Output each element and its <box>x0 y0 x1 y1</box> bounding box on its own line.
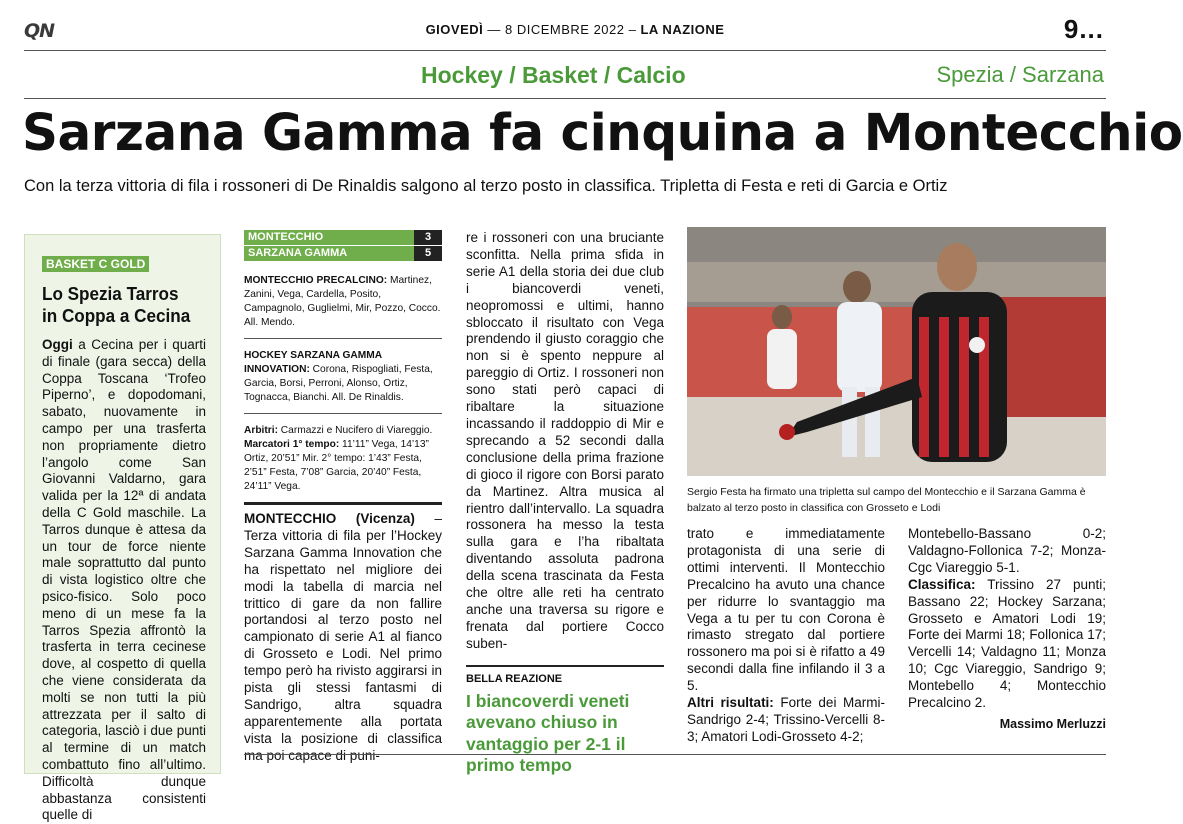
results-label: Altri risultati: <box>687 695 774 711</box>
home-lineup-text: Martinez, Zanini, Vega, Cardella, Posito, Campagnolo, Guglielmi, Mir, Pozzo, Cocco. All. Mendo. <box>244 275 441 328</box>
scorers-label: Marcatori 1° tempo: <box>244 439 340 450</box>
results-text: Forte dei Marmi-Sandrigo 2-4; Trissino-Vercelli 8-3; Amatori Lodi-Grosseto 4-2; <box>687 695 885 744</box>
photo-caption: Sergio Festa ha firmato una tripletta sul campo del Montecchio e il Sarzana Gamma è balzato al terzo posto in classifica con Grosseto e Lodi <box>687 486 1086 514</box>
scoreboard-row <box>244 230 442 245</box>
masthead-date: GIOVEDÌ — 8 DICEMBRE 2022 – LA NAZIONE <box>425 22 725 37</box>
section-divider <box>24 98 1106 99</box>
sidebar-title: Lo Spezia Tarros in Coppa a Cecina <box>42 284 191 326</box>
pullquote-label: BELLA REAZIONE <box>466 665 664 685</box>
pullquote-text: I biancoverdi veneti avevano chiuso in vantaggio per 2-1 il primo tempo <box>466 690 630 776</box>
home-lineup-label: MONTECCHIO PRECALCINO: <box>244 275 388 286</box>
other-results <box>687 695 885 746</box>
masthead-date-text: 8 DICEMBRE 2022 <box>505 22 625 37</box>
away-lineup-text: Corona, Rispogliati, Festa, Garcia, Borsi, Perroni, Alonso, Ortiz, Tognacca, Bianchi. All. De Rinaldis. <box>244 364 433 403</box>
article-subhead: Con la terza vittoria di fila i rossoneri di De Rinaldis salgono al terzo posto in classifica. Tripletta di Festa e reti di Garcia e Ortiz <box>24 177 948 195</box>
scoreboard-row <box>244 246 442 261</box>
article-column-4 <box>687 526 885 746</box>
sidebar-text <box>42 337 206 824</box>
article-headline: Sarzana Gamma fa cinquina a Montecchio <box>22 104 1183 163</box>
away-score: 5 <box>414 246 442 261</box>
section-title: Hockey / Basket / Calcio <box>421 62 686 88</box>
photo-illustration <box>687 227 1106 476</box>
page-number: 9... <box>1063 14 1104 44</box>
article-author: Massimo Merluzzi <box>999 716 1106 731</box>
home-team: MONTECCHIO <box>244 230 414 245</box>
home-lineup <box>244 262 442 339</box>
masthead-day: GIOVEDÌ <box>425 22 484 37</box>
away-lineup <box>244 339 442 414</box>
away-team: SARZANA GAMMA <box>244 246 414 261</box>
referees-text: Carmazzi e Nucifero di Viareggio. <box>277 425 433 436</box>
referees-label: Arbitri: <box>244 425 278 436</box>
standings-label: Classifica: <box>908 576 976 592</box>
article-text-col2 <box>244 511 442 765</box>
results-continued: Montebello-Bassano 0-2; Valdagno-Follonica 7-2; Monza-Cgc Viareggio 5-1. <box>908 526 1106 575</box>
standings <box>908 577 1106 712</box>
bottom-divider <box>244 754 1106 755</box>
sidebar-lead: Oggi <box>42 337 73 352</box>
edition-title: Spezia / Sarzana <box>936 62 1104 87</box>
away-lineup-label: HOCKEY SARZANA GAMMA INNOVATION: <box>244 350 382 375</box>
article-text-col3: re i rossoneri con una bruciante sconfitta. Nella prima sfida in serie A1 della storia dei due club i biancoverdi veneti, neopromossi e ultimi, hanno sbloccato il risultato con Vega prendendo il giusto coraggio che non si è spento neppure al pareggio di Ortiz. I rossoneri non sono stati però capaci di ribaltare la situazione incassando il raddoppio di Mir e sprecando a 52 secondi dalla conclusione della prima frazione di gioco il rigore con Borsi parato da Martinez. Altra musica al rientro dall’intervallo. La squadra rossonera ha messo la testa sulla gara e l’ha ribaltata diventando assoluta padrona della scena trascinata da Festa che oltre alle reti ha centrato anche una traversa su rigore e frenata dal portiere Cocco suben- <box>466 230 664 651</box>
article-column-3 <box>466 230 664 777</box>
home-score: 3 <box>414 230 442 245</box>
standings-text: Trissino 27 punti; Bassano 22; Hockey Sarzana; Grosseto e Amatori Lodi 19; Forte dei Marmi 18; Follonica 17; Vercelli 14; Valdagno 11; Monza 10; Cgc Viareggio, Sandrigo 9; Montebello 4; Montecchio Precalcino 2. <box>908 576 1106 711</box>
article-column-5 <box>908 526 1106 731</box>
stats-column <box>244 230 442 765</box>
sidebar-body: a Cecina per i quarti di finale (gara secca) della Coppa Toscana ‘Trofeo Piperno’, e dopodomani, sabato, nuovamente in campo per una trasferta non propriamente dietro l’angolo come San Giovanni Valdarno, gara valida per la 12ª di andata della C Gold maschile. La Tarros dunque è attesa da un tour de force niente male soprattutto dal punto di vista logistico oltre che psico-fisico. Solo poco meno di un mese fa la Tarros Spezia affrontò la trasferta in terra cecinese dove, al cospetto di quella che viene considerata da molti se non tutti la più attrezzata per il salto di categoria, lasciò i due punti al termine di un match combattuto fino all’ultimo. Difficoltà dunque abbastanza consistenti quelle di <box>42 337 206 823</box>
scorers-text: 11’11” Vega, 14’13” Ortiz, 20’51” Mir. 2° tempo: 1’43” Festa, 2’51” Festa, 7’08” Garcia, 20’40” Festa, 24’11” Vega. <box>244 439 429 492</box>
match-officials <box>244 414 442 505</box>
col2-body: – Terza vittoria di fila per l’Hockey Sarzana Gamma Innovation che ha rispettato nel migliore dei modi la tabella di marcia nel trittico di gare da non fallire portandosi al terzo posto nel campionato di serie A1 al fianco di Grosseto e Lodi. Nel primo tempo però ha rivisto aggirarsi in pista gli stessi fantasmi di Sandrigo, altra squadra apparentemente alla portata vista la posizione di classifica ma poi capace di puni- <box>244 511 442 763</box>
article-text-col4: trato e immediatamente protagonista di una serie di ottimi interventi. Il Montecchio Precalcino ha avuto una chance per ridurre lo svantaggio ma Vega a tu per tu con Corona è rimasto stregato dal portiere rossonero ma poi si è rifatto a 49 secondi dalla fine infilando il 3 a 5. <box>687 526 885 694</box>
masthead-paper: LA NAZIONE <box>640 22 725 37</box>
match-photo <box>687 227 1106 476</box>
newspaper-logo: QN <box>24 20 55 42</box>
sidebar-tag: BASKET C GOLD <box>42 256 149 272</box>
sidebar-box <box>24 234 221 823</box>
dateline: MONTECCHIO (Vicenza) <box>244 511 415 526</box>
masthead-divider <box>24 50 1106 51</box>
